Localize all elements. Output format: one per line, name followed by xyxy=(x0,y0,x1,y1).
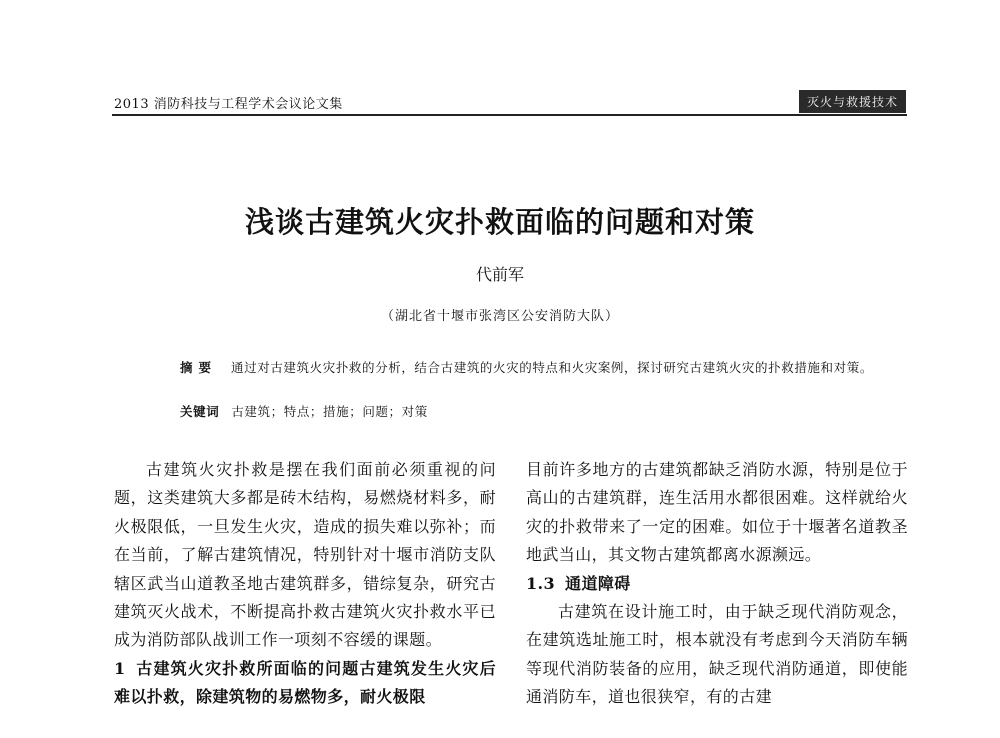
intro-paragraph: 古建筑火灾扑救是摆在我们面前必须重视的问题，这类建筑大多都是砖木结构，易燃烧材料多，耐火极限低，一旦发生火灾，造成的损失难以弥补；而在当前，了解古建筑情况，特别针对十堰市消防支队辖区武当山道教圣地古建筑群多，错综复杂，研究古建筑灭火战术，不断提高扑救古建筑火灾扑救水平已成为消防部队战训工作一项刻不容缓的课题。 xyxy=(114,460,496,650)
abstract-label: 摘要 xyxy=(180,360,218,375)
section-1-3-number: 1.3 xyxy=(526,573,556,593)
paper-title: 浅谈古建筑火灾扑救面临的问题和对策 xyxy=(244,205,755,239)
body-column-left xyxy=(114,456,496,712)
author-affiliation: （湖北省十堰市张湾区公安消防大队） xyxy=(380,309,619,324)
running-header-section-tag: 灭火与救援技术 xyxy=(799,90,906,113)
keywords xyxy=(180,402,428,420)
keywords-label: 关键词 xyxy=(180,404,220,419)
section-1-heading xyxy=(114,655,496,712)
author-name: 代前军 xyxy=(475,265,524,284)
section-1-number: 1 xyxy=(114,658,126,678)
abstract xyxy=(152,356,877,379)
section-1-3-heading xyxy=(526,570,908,598)
access-paragraph: 古建筑在设计施工时，由于缺乏现代消防观念，在建筑选址施工时，根本就没有考虑到今天消防车辆等现代消防装备的应用，缺乏现代消防通道，即使能通消防车，道也很狭窄，有的古建 xyxy=(526,602,908,707)
running-header-journal: 2013 消防科技与工程学术会议论文集 xyxy=(114,97,343,112)
water-source-paragraph: 目前许多地方的古建筑都缺乏消防水源，特别是位于高山的古建筑群，连生活用水都很困难。这样就给火灾的扑救带来了一定的困难。如位于十堰著名道教圣地武当山，其文物古建筑都离水源濒远。 xyxy=(526,460,908,565)
body-column-right xyxy=(526,456,908,712)
section-1-text: 古建筑火灾扑救所面临的问题古建筑发生火灾后难以扑救，除建筑物的易燃物多，耐火极限 xyxy=(114,658,496,707)
header-rule xyxy=(112,114,907,116)
abstract-text: 通过对古建筑火灾扑救的分析，结合古建筑的火灾的特点和火灾案例，探讨研究古建筑火灾的扑救措施和对策。 xyxy=(231,360,873,375)
section-1-3-title: 通道障碍 xyxy=(565,573,631,593)
keywords-text: 古建筑；特点；措施；问题；对策 xyxy=(231,404,428,419)
